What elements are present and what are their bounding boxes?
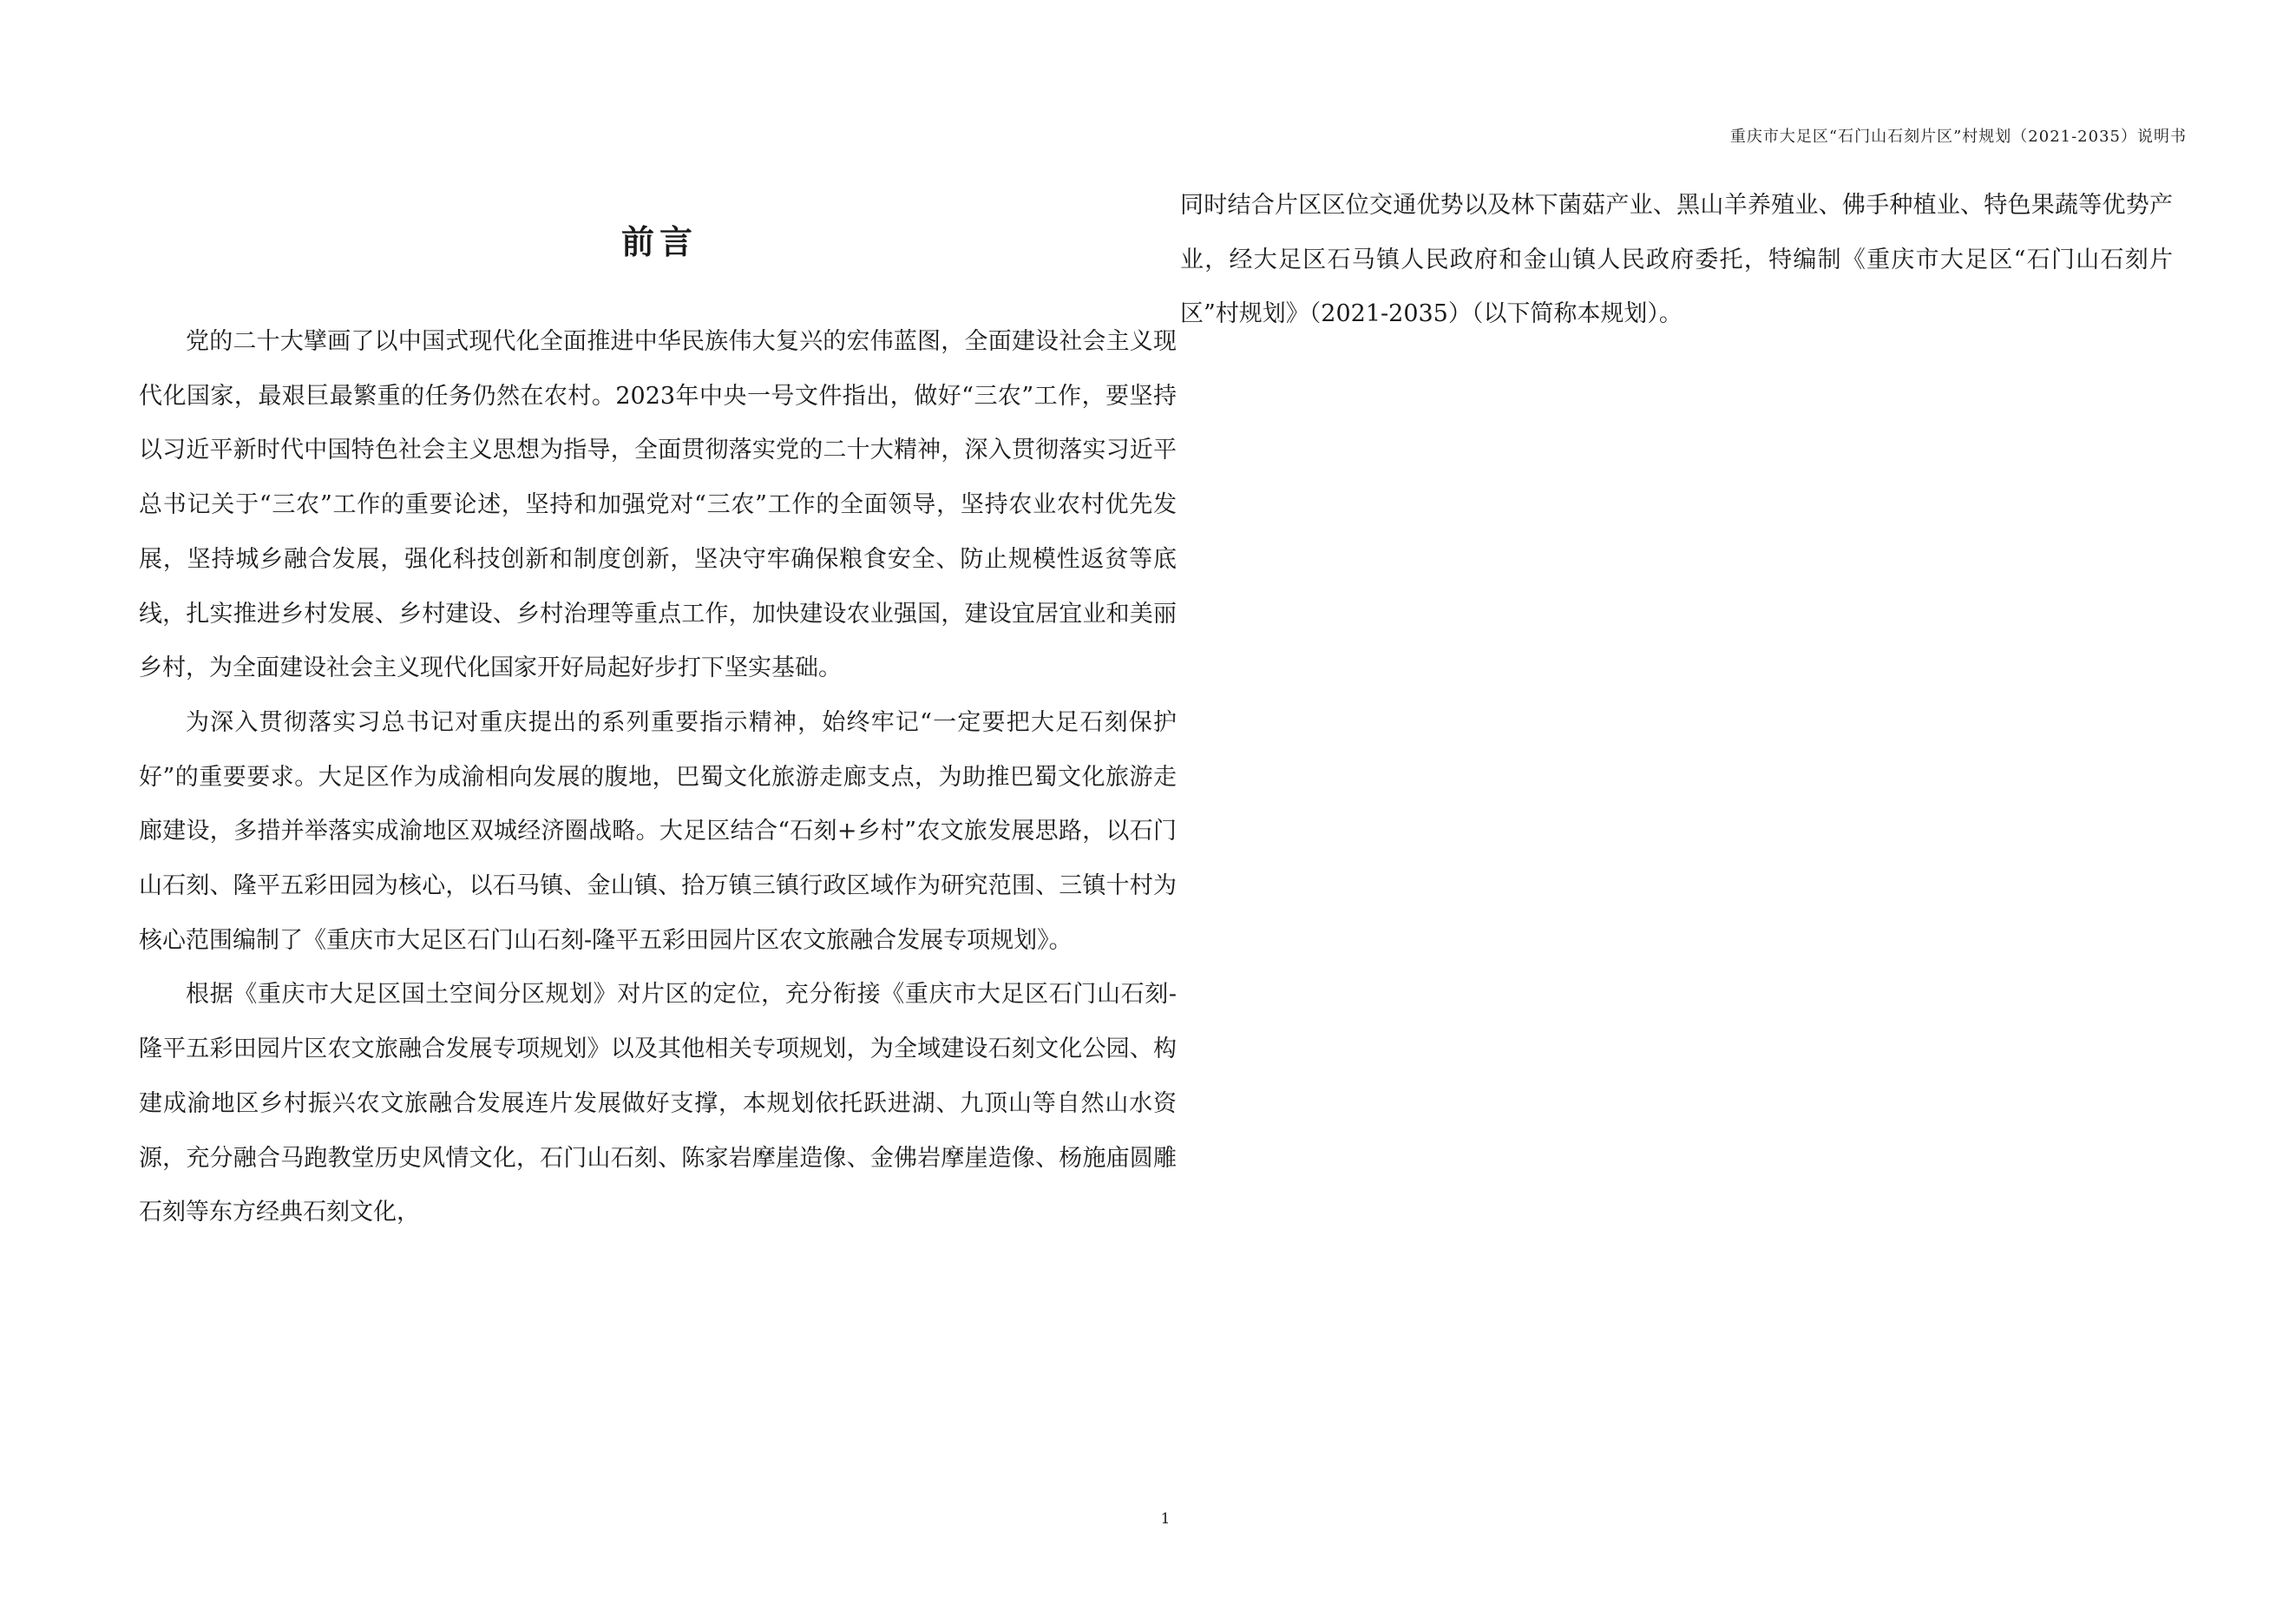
paragraph: 为深入贯彻落实习总书记对重庆提出的系列重要指示精神，始终牢记“一定要把大足石刻保护好”的重要要求。大足区作为成渝相向发展的腹地，巴蜀文化旅游走廊支点，为助推巴蜀文化旅游走廊建设，多措并举落实成渝地区双城经济圈战略。大足区结合“石刻+乡村”农文旅发展思路，以石门山石刻、隆平五彩田园为核心，以石马镇、金山镇、拾万镇三镇行政区域作为研究范围、三镇十村为核心范围编制了《重庆市大足区石门山石刻-隆平五彩田园片区农文旅融合发展专项规划》。	[139, 708, 1177, 954]
page-number: 1	[1160, 1510, 1171, 1528]
paragraph: 根据《重庆市大足区国土空间分区规划》对片区的定位，充分衔接《重庆市大足区石门山石刻-隆平五彩田园片区农文旅融合发展专项规划》以及其他相关专项规划，为全域建设石刻文化公园、构建成渝地区乡村振兴农文旅融合发展连片发展做好支撑，本规划依托跃进湖、九顶山等自然山水资源，充分融合马跑教堂历史风情文化，石门山石刻、陈家岩摩崖造像、金佛岩摩崖造像、杨施庙圆雕石刻等东方经典石刻文化，	[139, 981, 1177, 1226]
left-column	[139, 315, 1177, 1240]
paragraph-continuation: 同时结合片区区位交通优势以及林下菌菇产业、黑山羊养殖业、佛手种植业、特色果蔬等优势产业，经大足区石马镇人民政府和金山镇人民政府委托，特编制《重庆市大足区“石门山石刻片区”村规划》（2021-2035）（以下简称本规划）。	[1180, 192, 2173, 328]
paragraph: 党的二十大擘画了以中国式现代化全面推进中华民族伟大复兴的宏伟蓝图，全面建设社会主义现代化国家，最艰巨最繁重的任务仍然在农村。2023年中央一号文件指出，做好“三农”工作，要坚持以习近平新时代中国特色社会主义思想为指导，全面贯彻落实党的二十大精神，深入贯彻落实习近平总书记关于“三农”工作的重要论述，坚持和加强党对“三农”工作的全面领导，坚持农业农村优先发展，坚持城乡融合发展，强化科技创新和制度创新，坚决守牢确保粮食安全、防止规模性返贫等底线，扎实推进乡村发展、乡村建设、乡村治理等重点工作，加快建设农业强国，建设宜居宜业和美丽乡村，为全面建设社会主义现代化国家开好局起好步打下坚实基础。	[139, 328, 1177, 682]
running-header: 重庆市大足区“石门山石刻片区”村规划（2021-2035）说明书	[1729, 128, 2187, 146]
page-title: 前言	[620, 222, 698, 261]
right-column	[1180, 179, 2173, 342]
